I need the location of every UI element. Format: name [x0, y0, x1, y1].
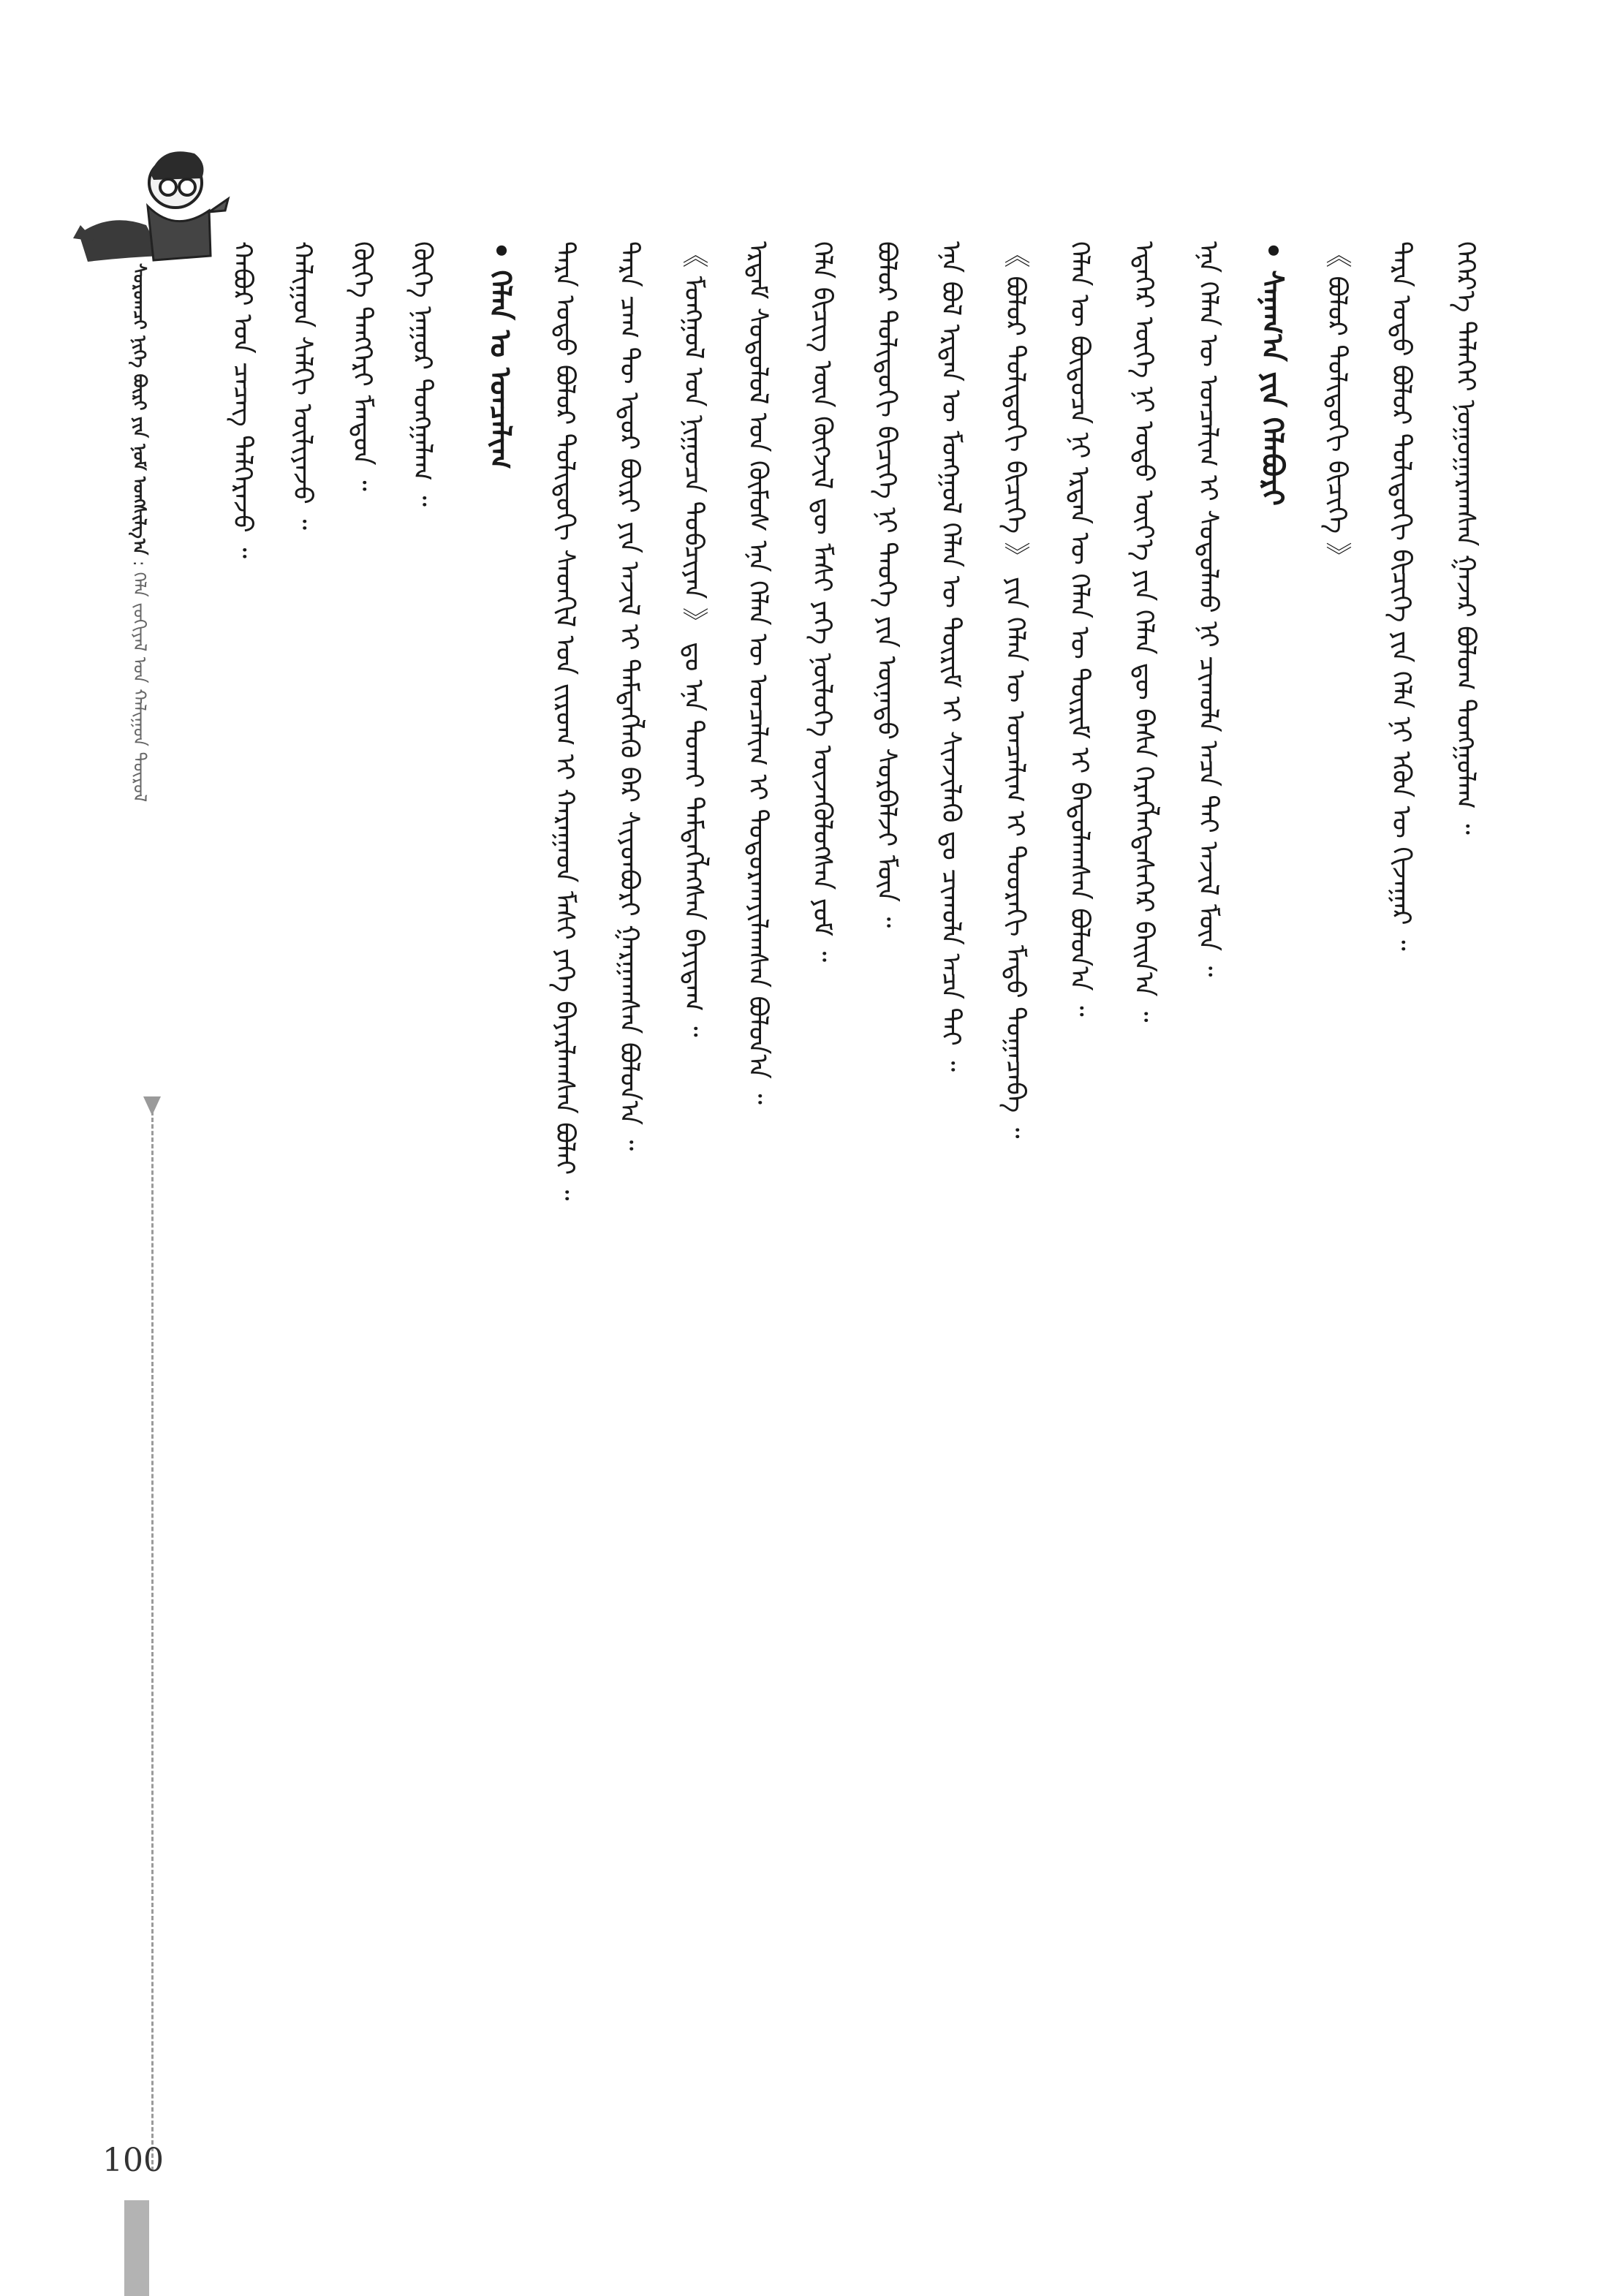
body-column: ᠪᠣᠯᠣᠷ ᠲᠣᠯᠢᠳᠤᠬᠢ ᠪᠢᠴᠢᠭᠡ ᠨᠢ ᠲᠡᠦᠬᠡ ᠶᠢᠨ ᠦᠨᠡᠲᠦ ᠰᠤᠷᠪᠠᠯᠵᠢ ᠮᠥᠨ ᠃: [871, 241, 901, 928]
poem-line: ᠬᠠᠯᠢᠭᠤᠨ ᠰᠠᠯᠬᠢ ᠦᠯᠢᠶᠡᠵᠦ ᠃: [287, 241, 317, 530]
body-column: 《 ᠮᠣᠩᠭᠣᠯ ᠤᠨ ᠨᠢᠭᠤᠴᠠ ᠲᠣᠪᠴᠢᠶᠠᠨ 》 ᠳᠤ ᠡᠨᠡ ᠲᠤᠬᠠᠢ ᠲᠡᠮᠳᠡᠭᠯᠡᠭᠰᠡᠨ ᠪᠠᠶᠢᠳᠠᠭ ᠃: [678, 241, 708, 1037]
body-column: ᠲᠡᠷᠡ ᠣᠳᠣ ᠪᠣᠯᠣᠷ ᠲᠣᠯᠢᠳᠤᠬᠢ ᠰᠡᠳᠬᠢᠯ ᠤᠨ ᠵᠢᠷᠤᠭ ᠢ ᠬᠠᠷᠠᠭᠠᠳ ᠮᠠᠰᠢ ᠶᠡᠬᠡ ᠪᠠᠶᠠᠷᠯᠠᠭᠰᠠᠨ ᠪᠣᠯᠠᠢ ᠃: [550, 241, 580, 1201]
body-column: ᠲᠡᠷᠡ ᠴᠠᠭ ᠲᠦ ᠡᠳᠦᠷ ᠪᠦᠷᠢ ᠶᠢᠨ ᠠᠵᠢᠯ ᠢ ᠲᠡᠮᠳᠡᠭᠯᠡᠬᠦ ᠪᠡᠷ ᠰᠢᠶᠳᠪᠦᠷᠢ ᠭᠠᠷᠭᠠᠭᠰᠠᠨ ᠪᠣᠯᠤᠨ᠎ᠠ ᠃: [614, 241, 644, 1151]
running-head: ᠰᠤᠷᠤᠭᠴᠢ ᠨᠢᠭᠡ ᠪᠦᠷᠢ ᠶᠢᠨ ᠨᠣᠮ ᠤᠩᠰᠢᠯᠭ᠎ᠠ : ᠬᠡᠯᠡ ᠵᠣᠬᠢᠶᠠᠯ ᠤᠨ ᠬᠠᠯᠢᠭᠤᠨ ᠲᠥᠷᠦᠯ: [129, 263, 150, 803]
section-heading: • ᠰᠠᠨᠠᠭ᠎ᠠ ᠶᠢᠨ ᠬᠡᠯᠡᠪᠦᠷᠢ: [1255, 241, 1289, 506]
heading-text: ᠬᠡᠯᠡᠨ ᠤ ᠣᠨᠴᠠᠯᠢᠭ: [483, 270, 517, 469]
body-column: ᠬᠡᠯᠡ ᠪᠢᠴᠢᠭ ᠦᠨ ᠬᠥᠭᠵᠢᠯ ᠳᠦ ᠮᠠᠰᠢ ᠶᠡᠬᠡ ᠨᠥᠯᠦᠭᠡ ᠦᠵᠡᠭᠦᠯᠦᠭᠰᠡᠨ ᠶᠤᠮ ᠃: [807, 241, 837, 963]
body-column: ᠲᠡᠷᠡ ᠣᠳᠣ ᠪᠣᠯᠣᠷ ᠲᠣᠯᠢᠳᠤᠬᠢ ᠪᠢᠴᠢᠭᠡ ᠶᠢᠨ ᠬᠡᠯᠡ ᠨᠢ ᠡᠭᠦᠨ ᠦ ᠬᠢᠵᠠᠭᠠᠷ ᠃: [1386, 241, 1416, 951]
body-column: ᠡᠨᠡ ᠬᠡᠯᠡᠨ ᠦ ᠣᠨᠴᠠᠯᠢᠭ ᠢ ᠰᠤᠳᠤᠯᠬᠤ ᠨᠢ ᠴᠢᠬᠤᠯᠠ ᠠᠴᠠ ᠲᠠᠢ ᠠᠵᠢᠯ ᠮᠥᠨ ᠃: [1193, 241, 1223, 977]
poem-line: ᠬᠦᠬᠡ ᠲᠡᠩᠭᠡᠷᠢ ᠮᠠᠨᠳᠤᠨ ᠃: [347, 241, 377, 491]
poem-block: [212, 241, 453, 2083]
section-heading: • ᠬᠡᠯᠡᠨ ᠤ ᠣᠨᠴᠠᠯᠢᠭ: [483, 241, 517, 469]
running-head-subtitle: ᠬᠡᠯᠡ ᠵᠣᠬᠢᠶᠠᠯ ᠤᠨ ᠬᠠᠯᠢᠭᠤᠨ ᠲᠥᠷᠦᠯ: [129, 572, 150, 803]
body-column: 《 ᠪᠣᠯᠣᠷ ᠲᠣᠯᠢᠳᠤᠬᠢ ᠪᠢᠴᠢᠭᠡ 》 ᠶᠢᠨ ᠬᠡᠯᠡᠨ ᠦ ᠣᠨᠴᠠᠯᠢᠭ ᠢ ᠳᠣᠣᠷᠠᠬᠢ ᠮᠡᠲᠦ ᠲᠣᠭᠠᠴᠠᠪᠠ ᠃: [1000, 241, 1030, 1139]
main-text-area: [468, 241, 1480, 2025]
poem-line: ᠬᠡᠭᠡᠷ᠎ᠡ ᠳᠡᠯᠡᠬᠡᠢ ᠨᠣᠭᠣᠭᠠᠷᠠᠭᠰᠠᠨ ᠭᠠᠵᠠᠷ ᠪᠤᠯᠤᠭ ᠲᠣᠩᠭᠣᠯᠠᠭ ᠃: [1450, 241, 1480, 835]
dashed-guide-line: [151, 1111, 154, 2171]
page-number: 100: [102, 2142, 164, 2179]
running-head-title: ᠰᠤᠷᠤᠭᠴᠢ ᠨᠢᠭᠡ ᠪᠦᠷᠢ ᠶᠢᠨ ᠨᠣᠮ ᠤᠩᠰᠢᠯᠭ᠎ᠠ: [129, 263, 150, 556]
body-column: ᠡᠨᠡ ᠪᠣᠯ ᠡᠷᠲᠡᠨ ᠦ ᠮᠣᠩᠭᠣᠯ ᠬᠡᠯᠡᠨ ᠦ ᠳᠦᠷᠢᠮ ᠢ ᠰᠢᠨᠵᠢᠯᠡᠬᠦ ᠳᠤ ᠴᠢᠬᠤᠯᠠ ᠠᠴᠠ ᠲᠠᠢ ᠃: [936, 241, 966, 1072]
heading-text: ᠰᠠᠨᠠᠭ᠎ᠠ ᠶᠢᠨ ᠬᠡᠯᠡᠪᠦᠷᠢ: [1255, 270, 1289, 506]
poem-line: ᠬᠠᠪᠤᠷ ᠤᠨ ᠴᠡᠴᠡᠭ ᠳᠡᠯᠭᠡᠷᠡᠵᠦ ᠃: [227, 241, 257, 558]
body-column: ᠬᠡᠯᠡᠨ ᠦ ᠪᠦᠲᠦᠴᠡ ᠨᠢ ᠡᠷᠲᠡᠨ ᠦ ᠬᠡᠯᠡᠨ ᠦ ᠳᠦᠷᠢᠮ ᠢ ᠪᠠᠲᠤᠯᠠᠭᠰᠠᠨ ᠪᠣᠯᠤᠨ᠎ᠠ ᠃: [1064, 241, 1094, 1017]
poem-line: ᠬᠥᠬᠡ ᠨᠠᠭᠤᠷ ᠲᠤᠩᠭᠠᠯᠠᠭ ᠃: [407, 241, 437, 507]
mascot-icon: [66, 132, 234, 278]
quoted-title-column: 《 ᠪᠣᠯᠣᠷ ᠲᠣᠯᠢᠳᠤᠬᠢ ᠪᠢᠴᠢᠭᠡ 》: [1322, 241, 1352, 569]
body-column: ᠡᠷᠳᠡᠮ ᠰᠤᠳᠤᠯᠤᠯ ᠤᠨ ᠬᠦᠮᠦᠰ ᠡᠨᠡ ᠬᠡᠯᠡᠨ ᠦ ᠣᠨᠴᠠᠯᠢᠭ ᠢ ᠲᠣᠳᠤᠷᠬᠠᠶᠢᠯᠠᠭᠰᠠᠨ ᠪᠣᠯᠤᠨ᠎ᠠ ᠃: [743, 241, 773, 1105]
page-edge-tab: [124, 2200, 149, 2296]
body-column: ᠡᠳᠡᠭᠡᠷ ᠦᠭᠡ ᠨᠢ ᠣᠳᠣ ᠦᠶ᠎ᠡ ᠶᠢᠨ ᠬᠡᠯᠡᠨ ᠳᠦ ᠪᠠᠰᠠ ᠬᠡᠷᠡᠭᠯᠡᠭᠳᠡᠰᠡᠭᠡᠷ ᠪᠠᠢᠨ᠎ᠠ ᠃: [1129, 241, 1159, 1023]
